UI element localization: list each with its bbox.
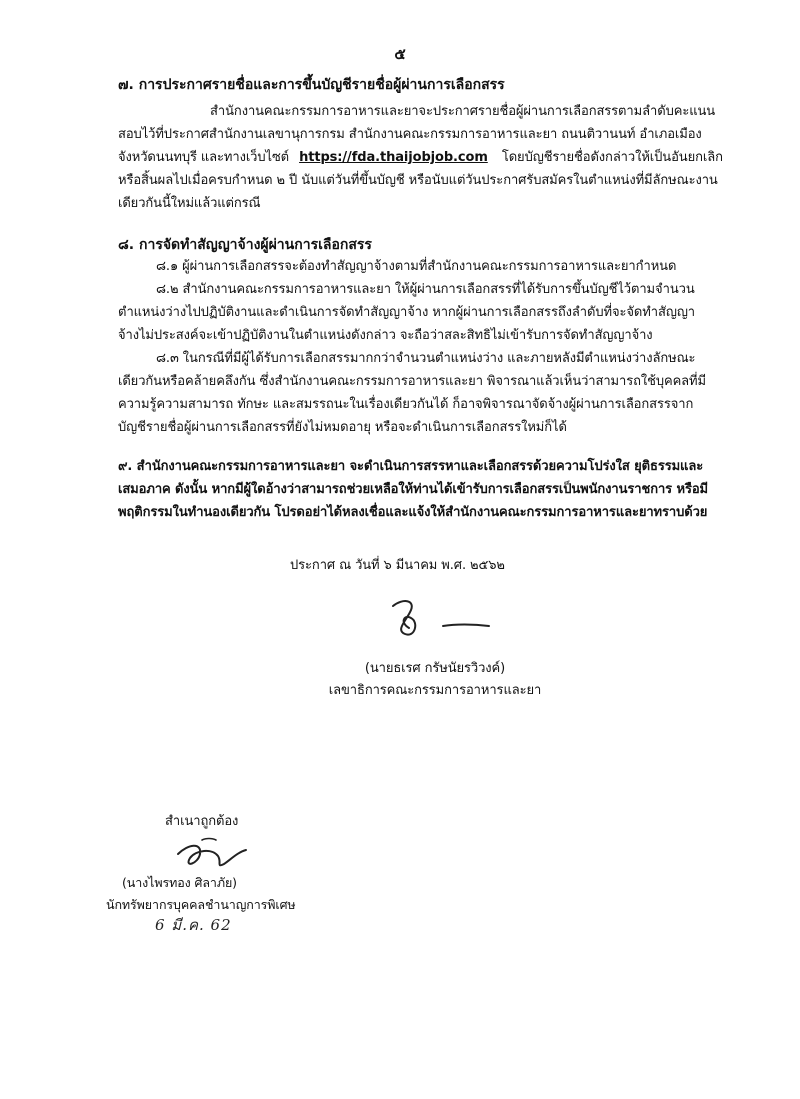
section-9-line-3: พฤติกรรมในทำนองเดียวกัน โปรดอย่าได้หลงเชื่อและแจ้งให้สำนักงานคณะกรรมการอาหารและยาทราบด้วย — [118, 505, 708, 520]
page-number: ๕ — [394, 45, 406, 63]
section-8-1-line: ๘.๑ ผู้ผ่านการเลือกสรรจะต้องทำสัญญาจ้างตามที่สำนักงานคณะกรรมการอาหารและยากำหนด — [156, 259, 677, 274]
website-link[interactable]: https://fda.thaijobjob.com — [299, 150, 488, 165]
certifier-title: นักทรัพยากรบุคคลชำนาญการพิเศษ — [106, 897, 296, 912]
section-7-heading: ๗. การประกาศรายชื่อและการขึ้นบัญชีรายชื่อผู้ผ่านการเลือกสรร — [118, 77, 505, 93]
section-9-line-2: เสมอภาค ดังนั้น หากมีผู้ใดอ้างว่าสามารถช่วยเหลือให้ท่านได้เข้ารับการเลือกสรรเป็นพนักงานราชการ หรือมี — [118, 482, 709, 497]
section-7-line-3-text: จังหวัดนนทบุรี และทางเว็บไซต์ — [118, 150, 290, 165]
signatory-title: เลขาธิการคณะกรรมการอาหารและยา — [328, 683, 542, 698]
signatory-name-row — [0, 660, 800, 678]
signatory-title-row — [0, 682, 800, 700]
handwritten-date: 6 มี.ค. 62 — [155, 916, 232, 934]
signature-mark — [385, 592, 495, 642]
section-8-3-line-2: เดียวกันหรือคล้ายคลึงกัน ซึ่งสำนักงานคณะกรรมการอาหารและยา พิจารณาแล้วเห็นว่าสามารถใช้บุคคลที่มี — [118, 374, 706, 389]
section-8-2-line-1: ๘.๒ สำนักงานคณะกรรมการอาหารและยา ให้ผู้ผ่านการเลือกสรรที่ได้รับการขึ้นบัญชีไว้ตามจำนวน — [156, 282, 695, 297]
section-7-line-3-tail: โดยบัญชีรายชื่อดังกล่าวให้เป็นอันยกเลิก — [501, 150, 723, 165]
announcement-date: ประกาศ ณ วันที่ ๖ มีนาคม พ.ศ. ๒๕๖๒ — [290, 558, 505, 573]
section-8-2-line-2: ตำแหน่งว่างไปปฏิบัติงานและดำเนินการจัดทำสัญญาจ้าง หากผู้ผ่านการเลือกสรรถึงลำดับที่จะจัดทำสัญญา — [118, 305, 695, 320]
section-7-line-3 — [118, 149, 723, 167]
section-8-3-line-3: ความรู้ความสามารถ ทักษะ และสมรรถนะในเรื่องเดียวกันได้ ก็อาจพิจารณาจัดจ้างผู้ผ่านการเลือกสรรจาก — [118, 397, 694, 412]
section-7-line-5: เดียวกันนี้ใหม่แล้วแต่กรณี — [118, 196, 261, 211]
certified-copy-label: สำเนาถูกต้อง — [165, 814, 239, 829]
certifier-signature — [172, 834, 252, 876]
section-7-line-2: สอบไว้ที่ประกาศสำนักงานเลขานุการกรม สำนักงานคณะกรรมการอาหารและยา ถนนติวานนท์ อำเภอเมือง — [118, 127, 702, 142]
signatory-name: (นายธเรศ กรัษนัยรวิวงค์) — [364, 661, 506, 676]
section-7-line-1: สำนักงานคณะกรรมการอาหารและยาจะประกาศรายชื่อผู้ผ่านการเลือกสรรตามลำดับคะแนน — [210, 104, 716, 119]
section-7-line-4: หรือสิ้นผลไปเมื่อครบกำหนด ๒ ปี นับแต่วันที่ขึ้นบัญชี หรือนับแต่วันประกาศรับสมัครในตำแหน่งที่มีลักษณะงาน — [118, 173, 718, 188]
section-9-line-1: ๙. สำนักงานคณะกรรมการอาหารและยา จะดำเนินการสรรหาและเลือกสรรด้วยความโปร่งใส ยุติธรรมและ — [118, 459, 704, 474]
section-8-2-line-3: จ้างไม่ประสงค์จะเข้าปฏิบัติงานในตำแหน่งดังกล่าว จะถือว่าสละสิทธิไม่เข้ารับการจัดทำสัญญาจ้าง — [118, 328, 653, 343]
section-8-3-line-4: บัญชีรายชื่อผู้ผ่านการเลือกสรรที่ยังไม่หมดอายุ หรือจะดำเนินการเลือกสรรใหม่ก็ได้ — [118, 420, 567, 435]
section-8-heading: ๘. การจัดทำสัญญาจ้างผู้ผ่านการเลือกสรร — [118, 237, 372, 253]
certifier-name: (นางไพรทอง ศิลาภัย) — [122, 875, 237, 890]
section-8-3-line-1: ๘.๓ ในกรณีที่มีผู้ได้รับการเลือกสรรมากกว่าจำนวนตำแหน่งว่าง และภายหลังมีตำแหน่งว่างลักษณะ — [156, 351, 696, 366]
